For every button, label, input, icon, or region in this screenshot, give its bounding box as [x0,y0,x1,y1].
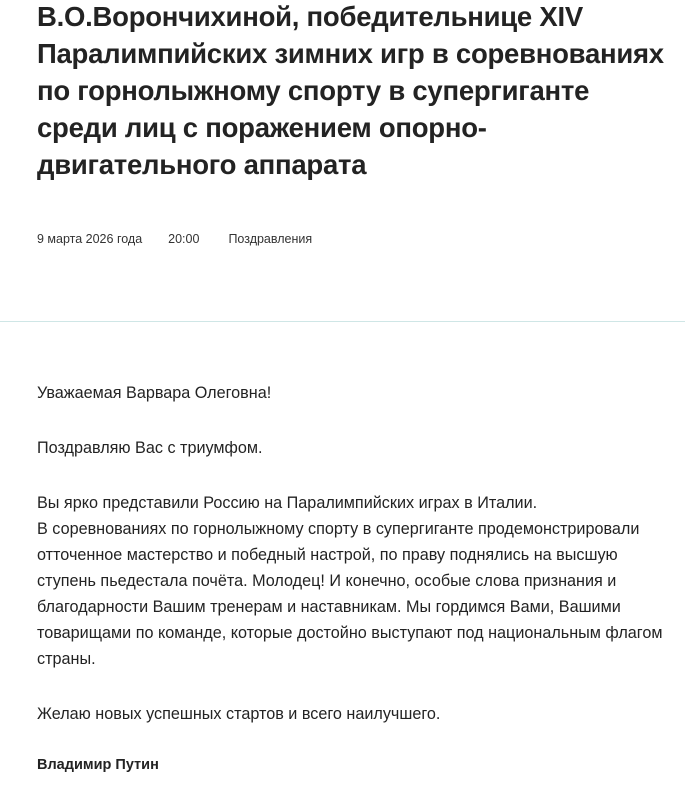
letter-main-paragraph: Вы ярко представили Россию на Паралимпийских играх в Италии. В соревнованиях по горнолыжному спорту в супергиганте продемонстрировали отточенное мастерство и победный настрой, по праву поднялись на высшую ступень пьедестала почёта. Молодец! И конечно, особые слова признания и благодарности Вашим тренерам и наставникам. Мы гордимся Вами, Вашими товарищами по команде, которые достойно выступают под национальным флагом страны. [37,494,663,668]
section-divider [0,321,685,322]
article-category-link[interactable]: Поздравления [228,232,313,246]
article-time: 20:00 [168,232,200,246]
letter-greeting: Уважаемая Варвара Олеговна! [37,384,272,402]
letter-wishes: Желаю новых успешных стартов и всего наилучшего. [37,705,441,723]
article-date: 9 марта 2026 года [37,232,143,246]
letter-signature: Владимир Путин [37,757,159,773]
article-body [37,380,677,756]
letter-congrats: Поздравляю Вас с триумфом. [37,439,263,457]
article-meta [37,231,312,247]
article-title: В.О.Ворончихиной, победительнице XIV Паралимпийских зимних игр в соревнованиях по горнолыжному спорту в супергиганте среди лиц с поражением опорно-двигательного аппарата [37,1,664,180]
